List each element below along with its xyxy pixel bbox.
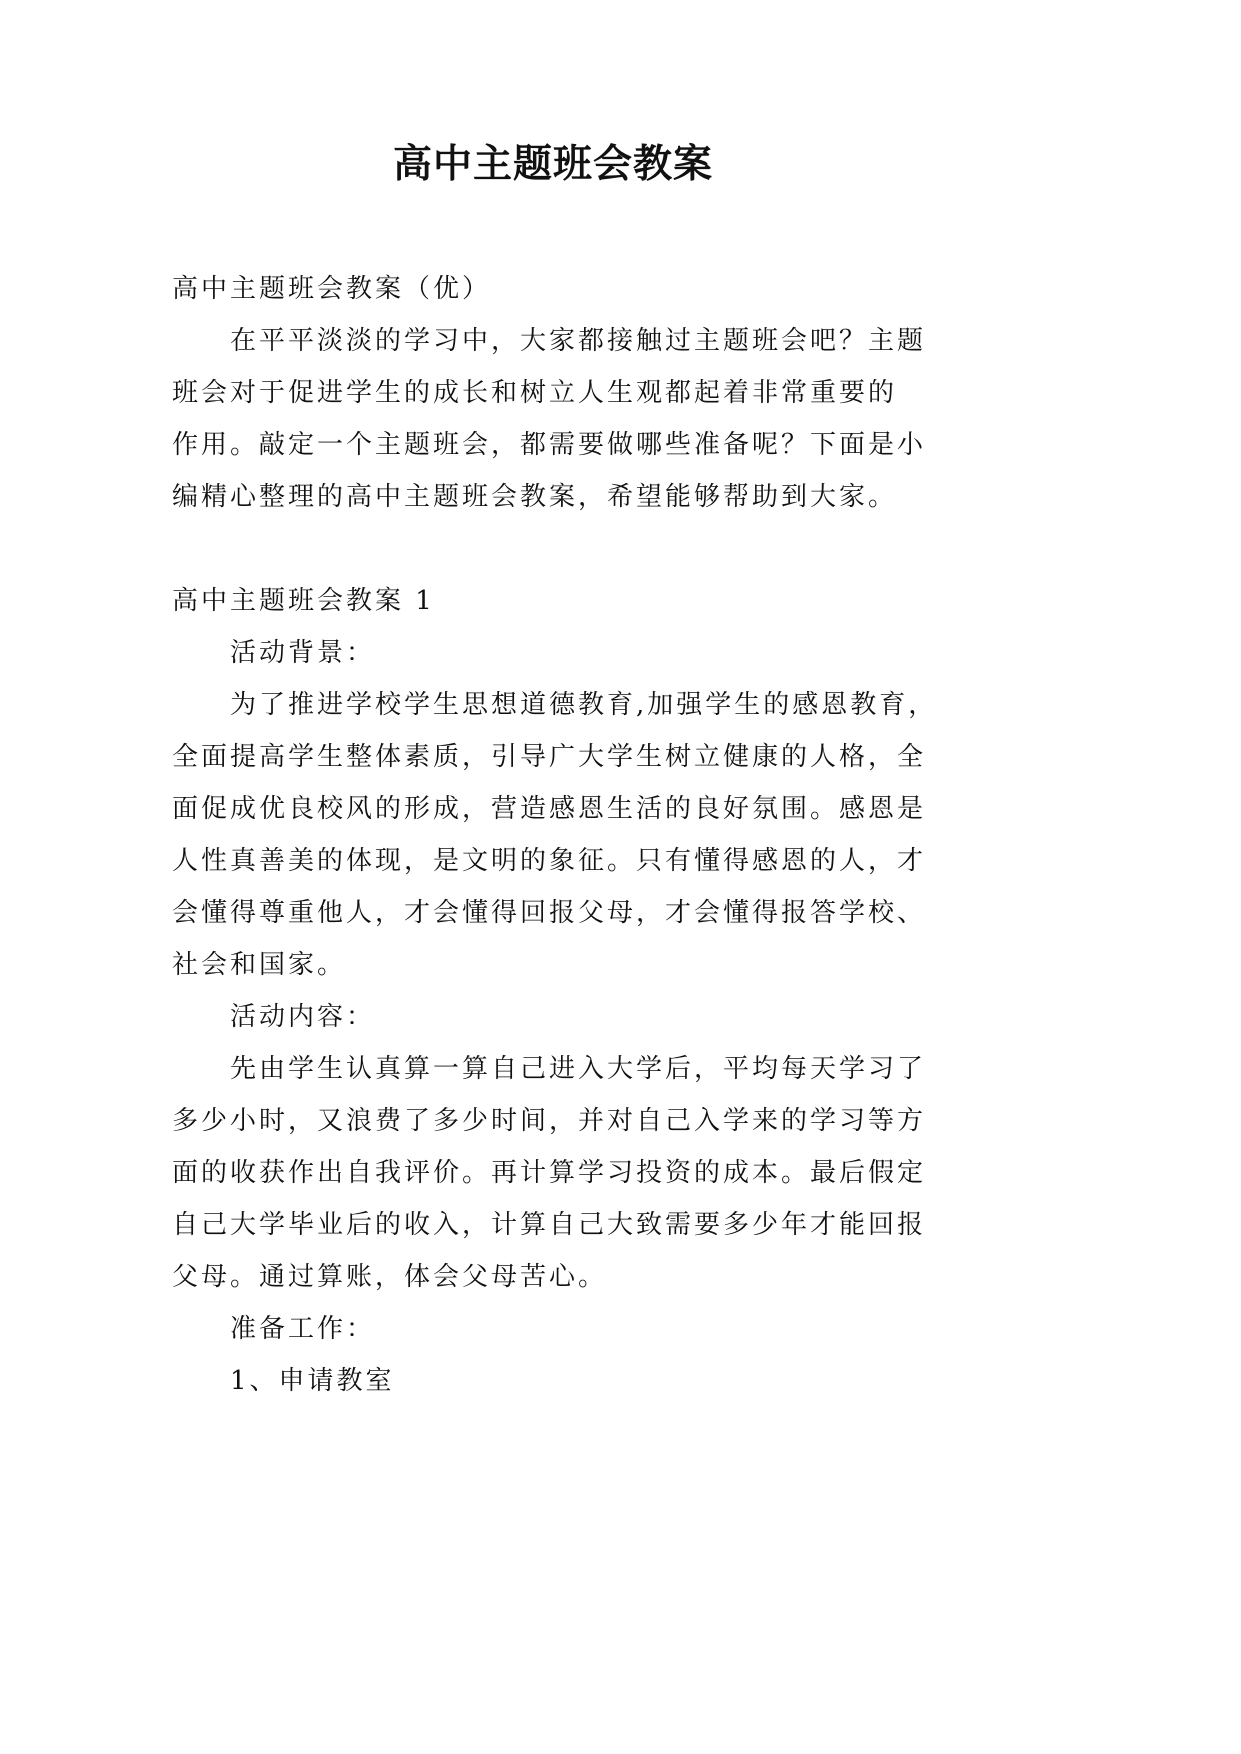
background-line-5: 会懂得尊重他人，才会懂得回报父母，才会懂得报答学校、 bbox=[172, 898, 927, 928]
intro-line-3: 作用。敲定一个主题班会，都需要做哪些准备呢？下面是小 bbox=[172, 430, 927, 460]
background-line-4: 人性真善美的体现，是文明的象征。只有懂得感恩的人，才 bbox=[172, 846, 927, 876]
background-line-3: 面促成优良校风的形成，营造感恩生活的良好氛围。感恩是 bbox=[172, 794, 927, 824]
content-line-3: 面的收获作出自我评价。再计算学习投资的成本。最后假定 bbox=[172, 1158, 927, 1188]
document-body bbox=[172, 263, 947, 1407]
content-line-5: 父母。通过算账，体会父母苦心。 bbox=[172, 1262, 608, 1292]
section-title: 高中主题班会教案 1 bbox=[172, 586, 435, 616]
paragraph-gap bbox=[172, 523, 947, 575]
background-line-2: 全面提高学生整体素质，引导广大学生树立健康的人格，全 bbox=[172, 742, 927, 772]
intro-line-4: 编精心整理的高中主题班会教案，希望能够帮助到大家。 bbox=[172, 482, 898, 512]
content-line-4: 自己大学毕业后的收入，计算自己大致需要多少年才能回报 bbox=[172, 1210, 927, 1240]
prep-item-1: 1、申请教室 bbox=[230, 1366, 395, 1396]
content-line-2: 多少小时，又浪费了多少时间，并对自己入学来的学习等方 bbox=[172, 1106, 927, 1136]
background-line-1: 为了推进学校学生思想道德教育,加强学生的感恩教育， bbox=[230, 690, 938, 720]
background-line-6: 社会和国家。 bbox=[172, 950, 347, 980]
content-label: 活动内容： bbox=[230, 1002, 376, 1032]
document-title: 高中主题班会教案 bbox=[392, 141, 713, 187]
prep-label: 准备工作： bbox=[230, 1314, 376, 1344]
background-label: 活动背景： bbox=[230, 638, 376, 668]
document-subtitle: 高中主题班会教案（优） bbox=[172, 274, 492, 304]
intro-line-1: 在平平淡淡的学习中，大家都接触过主题班会吧？主题 bbox=[230, 326, 927, 356]
intro-line-2: 班会对于促进学生的成长和树立人生观都起着非常重要的 bbox=[172, 378, 898, 408]
content-line-1: 先由学生认真算一算自己进入大学后，平均每天学习了 bbox=[230, 1054, 927, 1084]
